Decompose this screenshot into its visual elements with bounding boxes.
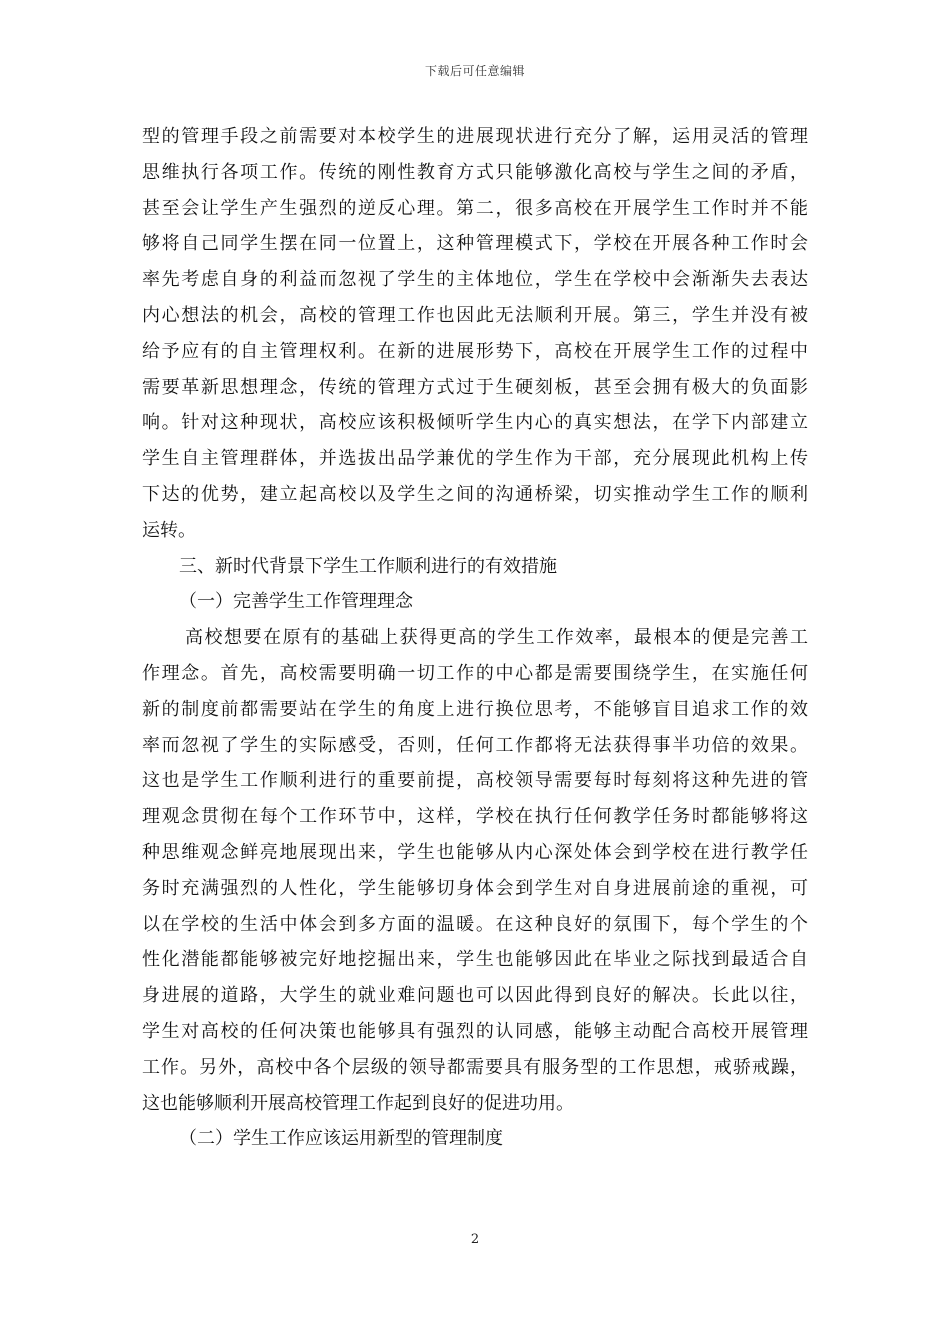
text-line: 需要革新思想理念，传统的管理方式过于生硬刻板，甚至会拥有极大的负面影 [142, 376, 808, 398]
page-header: 下载后可任意编辑 [424, 64, 525, 78]
text-line: 率先考虑自身的利益而忽视了学生的主体地位，学生在学校中会渐渐失去表达 [142, 269, 808, 291]
text-line: 这也能够顺利开展高校管理工作起到良好的促进功用。 [142, 1092, 574, 1114]
text-line: 学生自主管理群体，并选拔出品学兼优的学生作为干部，充分展现此机构上传 [142, 448, 808, 470]
text-line: 工作。另外，高校中各个层级的领导都需要具有服务型的工作思想，戒骄戒躁， [142, 1056, 808, 1078]
text-line: 响。针对这种现状，高校应该积极倾听学生内心的真实想法，在学下内部建立 [142, 412, 808, 434]
text-line: 这也是学生工作顺利进行的重要前提，高校领导需要每时每刻将这种先进的管 [142, 770, 808, 792]
text-line: 下达的优势，建立起高校以及学生之间的沟通桥梁，切实推动学生工作的顺利 [142, 483, 808, 505]
text-line: 新的制度前都需要站在学生的角度上进行换位思考，不能够盲目追求工作的效 [142, 698, 808, 720]
text-line: 务时充满强烈的人性化，学生能够切身体会到学生对自身进展前途的重视，可 [142, 877, 808, 899]
text-line: 内心想法的机会，高校的管理工作也因此无法顺利开展。第三，学生并没有被 [142, 304, 808, 326]
document-body [142, 119, 808, 1157]
text-line: 思维执行各项工作。传统的刚性教育方式只能够激化高校与学生之间的矛盾， [142, 161, 808, 183]
subsection-heading: （二）学生工作应该运用新型的管理制度 [179, 1128, 503, 1150]
page-number: 2 [470, 1232, 480, 1247]
text-line: 率而忽视了学生的实际感受，否则，任何工作都将无法获得事半功倍的效果。 [142, 734, 808, 756]
text-line: 以在学校的生活中体会到多方面的温暖。在这种良好的氛围下，每个学生的个 [142, 913, 808, 935]
text-line: 甚至会让学生产生强烈的逆反心理。第二，很多高校在开展学生工作时并不能 [142, 197, 808, 219]
text-line: 学生对高校的任何决策也能够具有强烈的认同感，能够主动配合高校开展管理 [142, 1020, 808, 1042]
text-line: 种思维观念鲜亮地展现出来，学生也能够从内心深处体会到学校在进行教学任 [142, 841, 808, 863]
text-line: 高校想要在原有的基础上获得更高的学生工作效率，最根本的便是完善工 [185, 627, 808, 649]
section-heading: 三、新时代背景下学生工作顺利进行的有效措施 [179, 555, 557, 577]
text-line: 性化潜能都能够被完好地挖掘出来，学生也能够因此在毕业之际找到最适合自 [142, 949, 808, 971]
paragraph-2 [142, 620, 808, 1121]
text-line: 运转。 [142, 519, 196, 541]
text-line: 型的管理手段之前需要对本校学生的进展现状进行充分了解，运用灵活的管理 [142, 126, 808, 147]
text-line: 理观念贯彻在每个工作环节中，这样，学校在执行任何教学任务时都能够将这 [142, 806, 808, 828]
text-line: 给予应有的自主管理权利。在新的进展形势下，高校在开展学生工作的过程中 [142, 340, 808, 362]
paragraph-1 [142, 119, 808, 549]
text-line: 身进展的道路，大学生的就业难问题也可以因此得到良好的解决。长此以往， [142, 985, 808, 1007]
subsection-heading: （一）完善学生工作管理理念 [179, 591, 413, 613]
text-line: 够将自己同学生摆在同一位置上，这种管理模式下，学校在开展各种工作时会 [142, 233, 808, 255]
text-line: 作理念。首先，高校需要明确一切工作的中心都是需要围绕学生，在实施任何 [142, 662, 808, 684]
